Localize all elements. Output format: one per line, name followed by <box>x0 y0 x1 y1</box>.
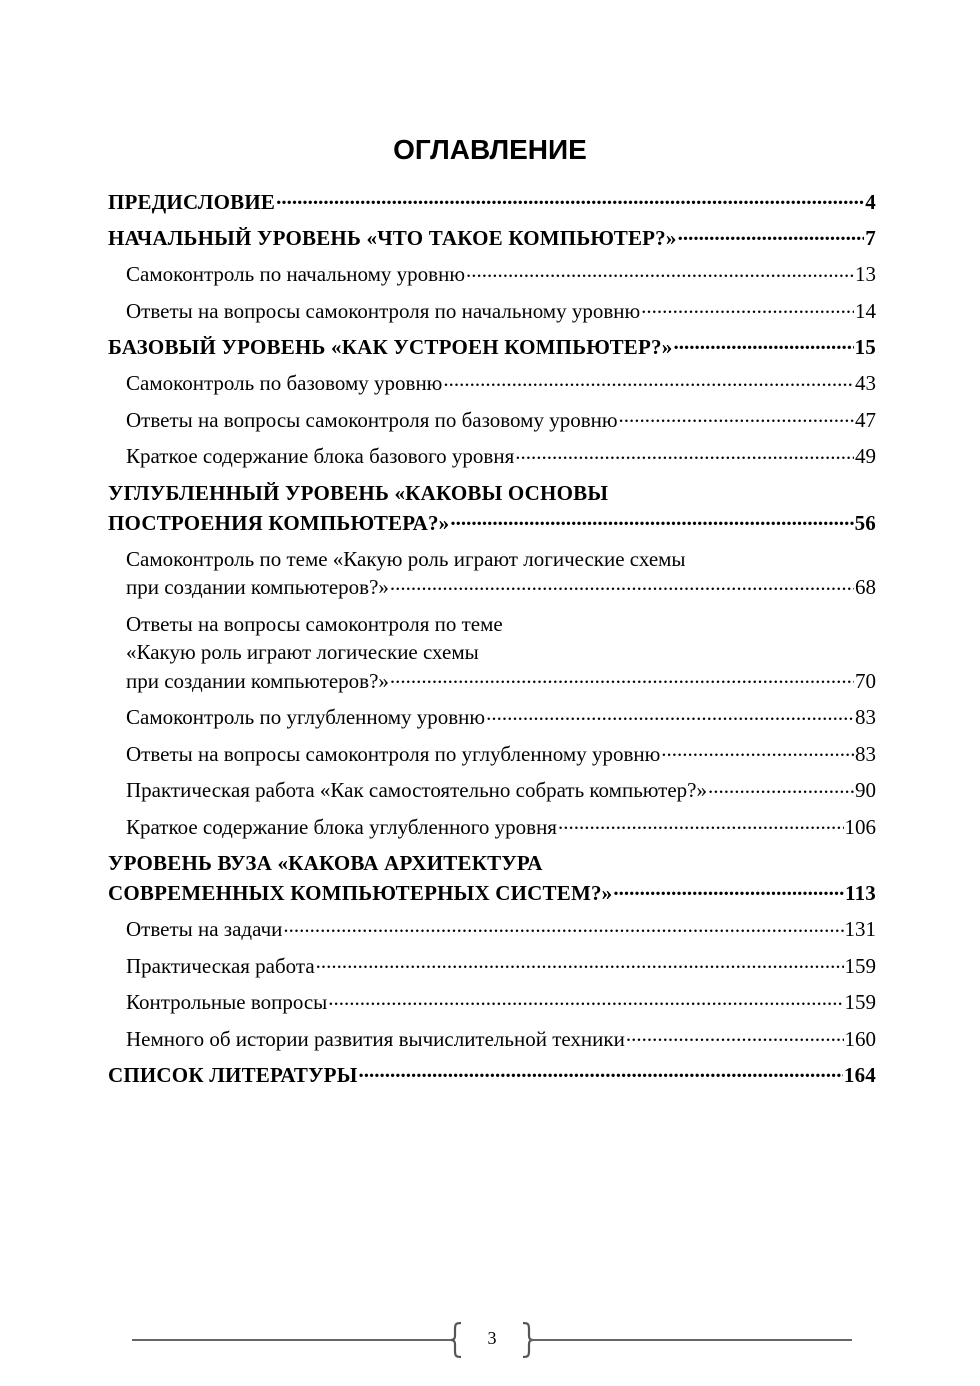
dot-leader <box>283 915 843 936</box>
footer-rule-left <box>132 1339 452 1341</box>
toc-entry-title: Немного об истории развития вычислительной техники <box>126 1026 625 1051</box>
toc-entry-subsection[interactable] <box>108 911 876 948</box>
toc-entry-subsection[interactable] <box>108 293 876 330</box>
footer-rule-right <box>530 1339 852 1341</box>
toc-entry-subsection[interactable] <box>108 606 876 700</box>
toc-entry-subsection[interactable] <box>108 809 876 846</box>
toc-entry-title: СОВРЕМЕННЫХ КОМПЬЮТЕРНЫХ СИСТЕМ?» <box>108 881 613 905</box>
toc-entry-title-line: УГЛУБЛЕННЫЙ УРОВЕНЬ «КАКОВЫ ОСНОВЫ <box>108 480 609 505</box>
toc-entry-section[interactable] <box>108 1057 876 1093</box>
toc-entry-subsection[interactable] <box>108 736 876 773</box>
dot-leader <box>661 740 854 761</box>
toc-entry-section[interactable] <box>108 184 876 220</box>
page-footer <box>132 1322 852 1358</box>
dot-leader <box>450 509 853 530</box>
toc-entry-section[interactable] <box>108 475 876 541</box>
toc-entry-title: Практическая работа «Как самостоятельно собрать компьютер?» <box>126 778 707 802</box>
toc-entry-title: Самоконтроль по базовому уровню <box>126 371 443 395</box>
toc-entry-title-line: Ответы на вопросы самоконтроля по теме <box>126 611 503 636</box>
dot-leader <box>678 224 865 245</box>
toc-page-number: 83 <box>855 741 876 766</box>
dot-leader <box>466 260 854 281</box>
toc-page-number: 4 <box>865 190 876 214</box>
toc-page-number: 47 <box>855 407 876 432</box>
toc-page-number: 106 <box>844 814 876 839</box>
dot-leader <box>316 952 844 973</box>
dot-leader <box>328 988 843 1009</box>
toc-page-number: 160 <box>844 1026 876 1051</box>
toc-entry-title: БАЗОВЫЙ УРОВЕНЬ «КАК УСТРОЕН КОМПЬЮТЕР?» <box>108 335 673 359</box>
dot-leader <box>558 813 844 834</box>
dot-leader <box>641 297 854 318</box>
toc-entry-title: СПИСОК ЛИТЕРАТУРЫ <box>108 1063 358 1087</box>
toc-entry-title: при создании компьютеров?» <box>126 575 389 599</box>
toc-entry-title: Ответы на вопросы самоконтроля по начальному уровню <box>126 298 641 323</box>
toc-entry-subsection[interactable] <box>108 948 876 985</box>
toc-page-number: 83 <box>855 705 876 729</box>
toc-entry-title-line: «Какую роль играют логические схемы <box>126 640 479 664</box>
toc-entry-title: Ответы на задачи <box>126 917 283 941</box>
toc-entry-subsection[interactable] <box>108 772 876 809</box>
toc-entry-section[interactable] <box>108 329 876 365</box>
toc-page-number: 131 <box>844 917 876 941</box>
toc-entry-subsection[interactable] <box>108 402 876 439</box>
dot-leader <box>613 879 844 900</box>
toc-entry-title: НАЧАЛЬНЫЙ УРОВЕНЬ «ЧТО ТАКОЕ КОМПЬЮТЕР?» <box>108 226 677 250</box>
toc-entry-title: Ответы на вопросы самоконтроля по базовому уровню <box>126 407 618 432</box>
toc-entry-subsection[interactable] <box>108 256 876 293</box>
page-number: 3 <box>487 1328 497 1348</box>
toc-entry-title: Краткое содержание блока углубленного уровня <box>126 814 557 839</box>
toc-entry-title: при создании компьютеров?» <box>126 668 389 693</box>
toc-page-number: 159 <box>844 990 876 1014</box>
toc-entry-title-line: Самоконтроль по теме «Какую роль играют логические схемы <box>126 546 686 571</box>
toc-entry-title: ПРЕДИСЛОВИЕ <box>108 190 276 214</box>
dot-leader <box>276 188 864 209</box>
toc-page-number: 7 <box>865 226 876 250</box>
toc-entry-title: ПОСТРОЕНИЯ КОМПЬЮТЕРА?» <box>108 510 450 535</box>
toc-page-number: 68 <box>855 575 876 599</box>
toc-entry-section[interactable] <box>108 220 876 256</box>
dot-leader <box>486 703 854 724</box>
dot-leader <box>515 442 854 463</box>
dot-leader <box>708 776 854 797</box>
toc-entry-subsection[interactable] <box>108 541 876 606</box>
toc-entry-subsection[interactable] <box>108 1021 876 1058</box>
dot-leader <box>619 406 854 427</box>
toc-page-number: 14 <box>855 298 876 323</box>
dot-leader <box>443 369 854 390</box>
dot-leader <box>390 667 854 688</box>
toc-entry-title: Практическая работа <box>126 953 315 978</box>
toc-page-number: 70 <box>855 668 876 693</box>
toc-page-number: 49 <box>855 444 876 468</box>
toc-page-number: 164 <box>843 1063 876 1087</box>
toc-entry-section[interactable] <box>108 845 876 911</box>
table-of-contents <box>108 184 876 1093</box>
toc-entry-subsection[interactable] <box>108 365 876 402</box>
toc-entry-title: Самоконтроль по начальному уровню <box>126 262 466 286</box>
toc-entry-title: Самоконтроль по углубленному уровню <box>126 705 486 729</box>
page-title: ОГЛАВЛЕНИЕ <box>393 134 587 165</box>
toc-entry-subsection[interactable] <box>108 438 876 475</box>
dot-leader <box>359 1061 843 1082</box>
toc-entry-subsection[interactable] <box>108 699 876 736</box>
toc-entry-title: Краткое содержание блока базового уровня <box>126 444 515 468</box>
left-brace-icon <box>450 1322 464 1358</box>
dot-leader <box>673 333 853 354</box>
toc-page-number: 56 <box>854 510 876 535</box>
toc-page-number: 159 <box>844 953 876 978</box>
toc-entry-subsection[interactable] <box>108 984 876 1021</box>
toc-entry-title: Контрольные вопросы <box>126 990 328 1014</box>
toc-page-number: 15 <box>854 335 876 359</box>
dot-leader <box>626 1025 844 1046</box>
toc-page-number: 90 <box>855 778 876 802</box>
toc-page-number: 13 <box>855 262 876 286</box>
toc-entry-title: Ответы на вопросы самоконтроля по углубленному уровню <box>126 741 661 766</box>
toc-page-number: 43 <box>855 371 876 395</box>
toc-entry-title-line: УРОВЕНЬ ВУЗА «КАКОВА АРХИТЕКТУРА <box>108 851 543 875</box>
toc-page-number: 113 <box>845 881 876 905</box>
dot-leader <box>390 573 854 594</box>
